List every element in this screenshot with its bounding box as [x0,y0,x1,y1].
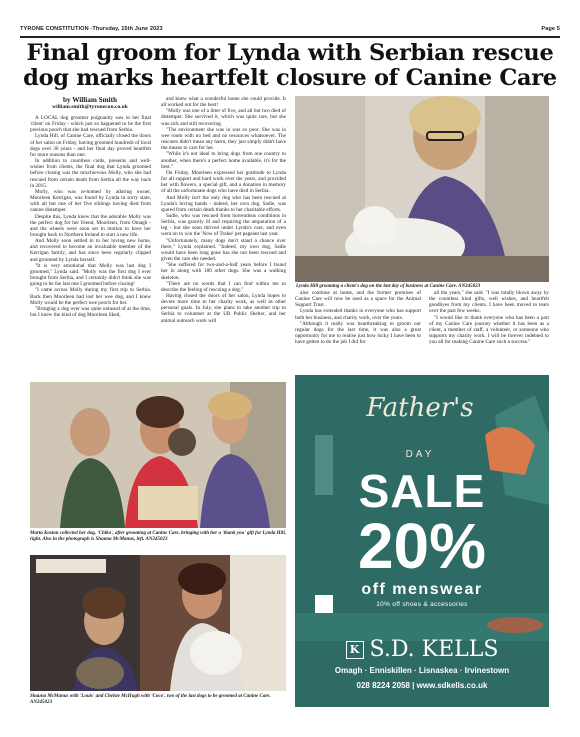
qr-code-icon[interactable] [315,595,333,613]
advert-brand-name: S.D. KELLS [369,637,499,662]
article-column-4 [429,290,549,368]
article-paragraph: "There are no words that I can find within me to describe the feeling of rescuing a dog." [161,280,286,293]
byline [30,96,150,110]
advert-contact[interactable]: 028 8224 2058 | www.sdkells.co.uk [356,681,488,690]
article-paragraph: "She suffered for two-and-a-half years before I found her in along with 180 other dogs. She was a walking skeleton. [161,262,286,281]
article-paragraph: "It is very emotional that Molly was last dog I groomed," Lynda said. "Molly was the first dog I ever brought from Serbia, and I certainly didn't think she was going to be the last one I groomed before closing! [30,262,151,288]
article-paragraph: "Bringing a dog over was quite unheard of at the time, but I knew the kind of dog Moorleen liked, [30,305,151,318]
masthead [20,26,560,36]
advert-sd-kells[interactable] [295,375,549,707]
caption-lynda: Lynda Hill grooming a client's dog on the last day of business at Canine Care. AN245023 [296,284,481,289]
article-paragraph: Lynda has extended thanks to everyone who has support both her business, and charity work, over the years. [295,308,421,321]
article-paragraph: all the years," she said. "I was totally blown away by the countless kind gifts, well wishes, and heartfelt goodbyes from my clients. I have been moved to tears over the past few weeks. [429,290,549,315]
article-paragraph: A LOCAL dog groomer poignantly saw to her final 'client' on Friday - which just so happened to be the first precious pooch that she had rescued from Serbia. [30,115,151,134]
article-paragraph: Lynda Hill, of Canine Care, officially closed the doors of her salon on Friday, having groomed hundreds of local dogs over 30 years - and her final day proved heartfelt for more reasons than one. [30,133,151,158]
advert-percent: 20% [357,510,487,582]
caption-shauna: Shauna McManus with 'Louis' and Chelsie McHugh with 'Coco', two of the last dogs to be groomed at Canine Care. AN245023 [30,694,271,705]
masthead-rule [20,36,560,38]
article-paragraph: "Molly was one of a litter of five, and all but two died of distemper. She survived it, which was quite rare, but she was sick and still recovering. [161,108,286,127]
page-number: Page 5 [541,26,560,32]
advert-day: DAY [405,449,435,460]
article-paragraph: "Unfortunately, many dogs don't stand a chance over there," Lynda explained. "Indeed, my own dog, Sadie would have been long gone has she not been rescued and given the care she needed. [161,237,286,263]
article-paragraph: On Friday, Moorleen expressed her gratitude to Lynda for all support and hard work over the years, and provided her with flowers, a special gift, and a donation in memory of all the unfortunate dogs who have died in Serbia. [161,169,286,195]
article-paragraph: "I would like to thank everyone who has been a part of my Canine Care journey whether it has been as a client, a member of staff, a volunteer, or someone who supports my charity work. I will be forever indebted to you all for making Canine Care such a success." [429,314,549,346]
headline: Final groom for Lynda with Serbian rescue dog marks heartfelt closure of Canine Care [23,40,557,91]
article-column-3 [295,290,421,368]
article-paragraph: "I came across Molly during my first trip to Serbia. Back then Moorleen had lost her wee dog, and I knew Molly would be the perfect wee pooch for her. [30,287,151,306]
byline-email[interactable]: william.smith@tyronecon.co.uk [52,104,128,110]
article-paragraph: Having closed the doors of her salon, Lynda hopes to devote more time to her charity work, as well as other personal goals. In July, she plans to take another trip to Serbia to volunteer at the UB Public Shelter, and her animal outreach work will [161,293,286,324]
advert-fathers: Father's [366,393,474,423]
advert-sale: SALE [358,465,486,517]
article-paragraph: and knew what a wonderful home she could provide. It all worked out for the best! [161,96,286,109]
article-paragraph: "Although it really was heartbreaking to groom our regular dogs for the last time, it was also a great opportunity for me to realise just how lucky I have been to have gotten to do the job I did for [295,320,421,346]
advert-towns: Omagh · Enniskillen · Lisnaskea · Irvinestown [334,666,510,675]
article-paragraph: Despite this, Lynda knew that the adorable Molly was the perfect dog for her friend, Moorleen, from Omagh - and the wheels were soon set in motion to have her brought back to Northern Ireland to start a new life. [30,213,151,238]
article-paragraph: also continue at home, and the former premises of Canine Care will now be used as a space for the Animal Support Trust. [295,290,421,309]
article-column-2 [161,96,286,380]
advert-brand [295,637,549,662]
brand-logo-icon: K [346,641,364,659]
photo-shauna-chelsie [30,555,286,691]
article-paragraph: "The environment she was in was so poor. She was in wee room with no bed and no resources whatsoever. The rescuers didn't mean any harm, they just simply didn't have the means to care for her. [161,126,286,152]
article-paragraph: In addition to countless cards, presents and well-wishes from clients, the final dog that Lynda groomed before closing was the mischievous Molly, who she had rescued from certain death from Serbia all the way back in 2015. [30,158,151,189]
photo-lynda-grooming [295,96,549,282]
byline-name: by William Smith [62,96,118,104]
caption-marta: Marta Kostan collected her dog, 'Chiko', after grooming at Canine Care, bringing with her a 'thank you' gift for Lynda Hill, right. Also in the photograph is Shauna McManus, left. AN245023 [30,531,286,542]
photo-marta-chiko [30,382,286,528]
article-column-1 [30,115,151,380]
advert-offer-sub: 10% off shoes & accessories [376,601,468,608]
article-paragraph: And Molly soon settled in to her loving new home, and recovered to become an invaluable member of the Kerrigan family, and has since been regularly clipped and groomed by Lynda herself. [30,238,151,263]
advert-offer: off menswear [361,581,483,598]
article-paragraph: Molly, who was re-homed by adoring owner, Moorleen Kerrigan, was found by Lynda in sorry state, with all but one of her five siblings having died from canine distemper. [30,188,151,214]
article-paragraph: Sadie, who was rescued from horrendous conditions in Serbia, was gravely ill and requiring the amputation of a leg - but she soon thrived under Lynda's care, and even went on to win the 'Now of Tralee' pet pageant last year. [161,212,286,238]
article-paragraph: And Molly isn't the only dog who has been rescued at Lynda's loving hands - indeed, her own dog, Sadie, was spared from certain death thanks to her charitable efforts. [161,194,286,213]
article-paragraph: "While it's not ideal to bring dogs from one country to another, when there's a perfect home available, it's for the best." [161,151,286,170]
masthead-left: TYRONE CONSTITUTION -Thursday, 15th June 2023 [20,26,163,32]
